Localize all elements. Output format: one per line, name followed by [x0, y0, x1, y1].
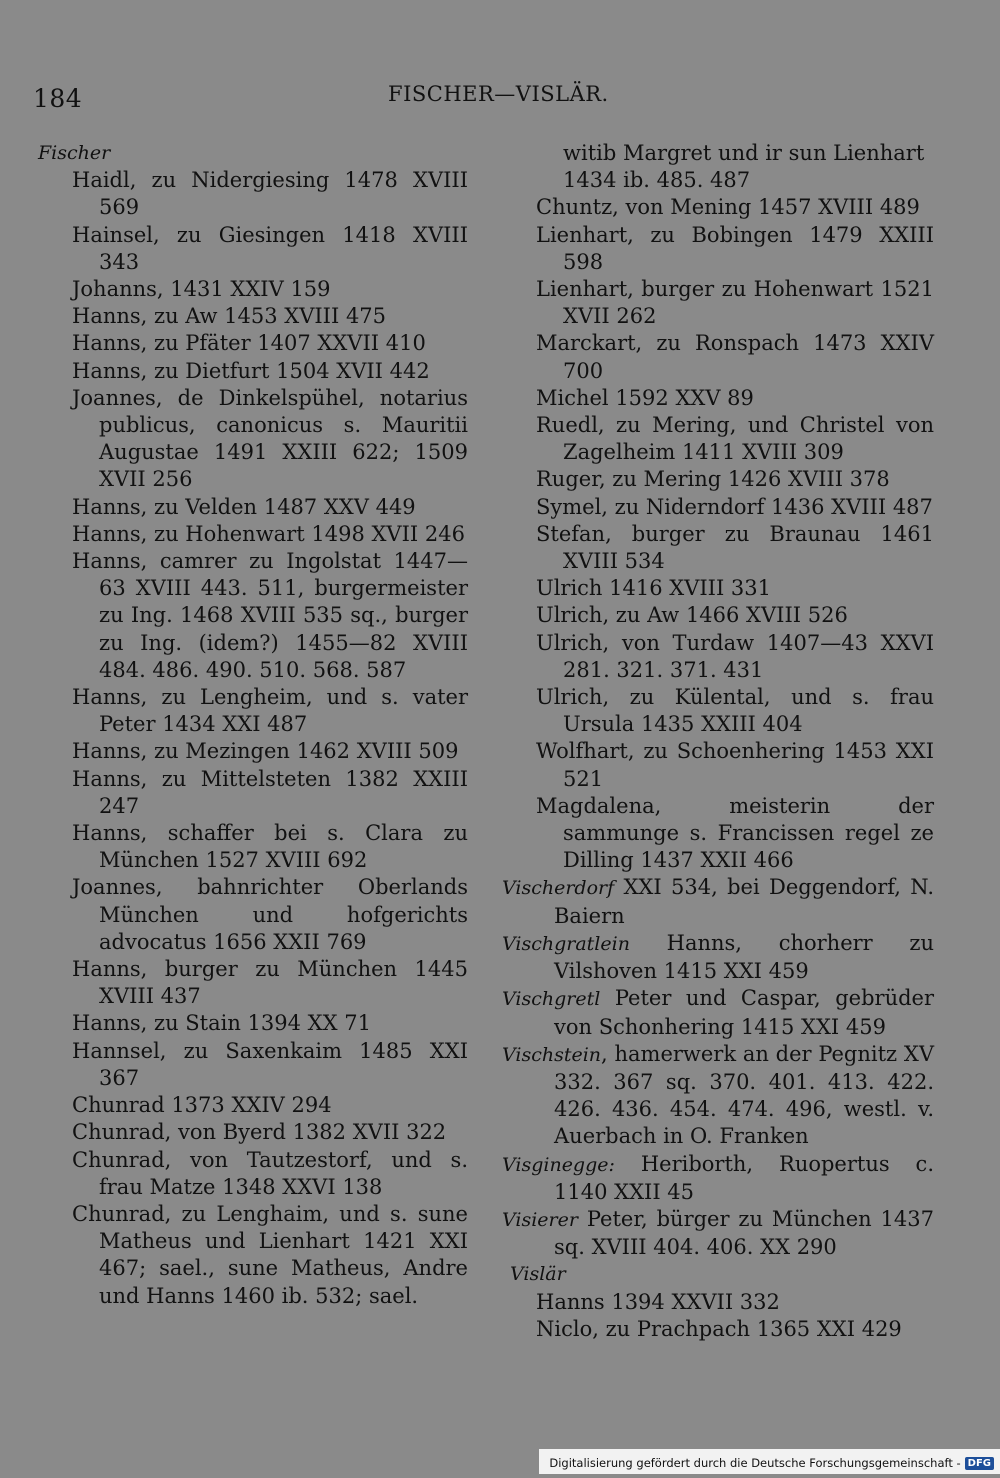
index-entry: Chuntz, von Mening 1457 XVIII 489 — [536, 195, 920, 220]
index-entry: Ulrich, von Turdaw 1407—43 XXVI 281. 321. 371. 431 — [536, 630, 934, 682]
running-head: FISCHER—VISLÄR. — [388, 82, 609, 106]
index-entry: Ruger, zu Mering 1426 XVIII 378 — [536, 467, 890, 492]
index-entry: Stefan, burger zu Braunau 1461 XVIII 534 — [536, 521, 934, 574]
index-entry: Chunrad, zu Lenghaim, und s. sune Matheus und Lienhart 1421 XXI 467; sael., sune Matheus, Andre und Hanns 1460 ib. 532; sael. — [72, 1201, 468, 1308]
index-entry: Magdalena, meisterin der sammunge s. Francissen regel ze Dilling 1437 XXII 466 — [536, 793, 934, 873]
index-entry: Hanns, zu Dietfurt 1504 XVII 442 — [72, 358, 430, 383]
headword: Vischerdorf — [502, 877, 615, 900]
index-entry: Marckart, zu Ronspach 1473 XXIV 700 — [536, 331, 934, 383]
headword-text: Hanns, chorherr zu Vilshoven 1415 XXI 459 — [554, 930, 934, 984]
headword: Vischgretl — [502, 988, 601, 1011]
index-headword-entry — [502, 985, 934, 1040]
index-entry: Michel 1592 XXV 89 — [536, 385, 754, 410]
headword-text: , hamerwerk an der Pegnitz XV 332. 367 sq. 370. 401. 413. 422. 426. 436. 454. 474. 496, westl. v. Auerbach in O. Franken — [554, 1041, 934, 1149]
index-entry: Ulrich 1416 XVIII 331 — [536, 576, 772, 601]
dfg-logo-icon: DFG — [965, 1457, 994, 1470]
left-entry-list — [38, 167, 468, 1310]
continuation-text: witib Margret und ir sun Lienhart 1434 ib. 485. 487 — [563, 141, 925, 193]
index-entry: Hannsel, zu Saxenkaim 1485 XXI 367 — [72, 1038, 468, 1090]
headword: Vischstein — [502, 1043, 602, 1066]
right-entry-list — [502, 194, 934, 874]
toplevel-entry-list — [502, 874, 934, 1261]
index-entry: Chunrad, von Byerd 1382 XVII 322 — [72, 1120, 447, 1145]
headword: Vischgratlein — [502, 932, 630, 955]
entry-heading-vislar: Vislär — [510, 1263, 566, 1286]
left-column — [38, 140, 468, 1310]
index-entry: Hanns 1394 XXVII 332 — [536, 1289, 780, 1314]
index-entry: Ulrich, zu Aw 1466 XVIII 526 — [536, 603, 848, 628]
index-headword-entry — [502, 930, 934, 985]
index-entry: Hanns, zu Pfäter 1407 XXVII 410 — [72, 331, 426, 356]
index-entry: Hanns, zu Stain 1394 XX 71 — [72, 1011, 371, 1036]
index-entry: Ulrich, zu Külental, und s. frau Ursula 1435 XXIII 404 — [536, 685, 934, 737]
footer-text: Digitalisierung gefördert durch die Deutsche Forschungsgemeinschaft - — [549, 1456, 961, 1470]
index-entry: Lienhart, zu Bobingen 1479 XXIII 598 — [536, 222, 934, 274]
index-entry: Hanns, zu Aw 1453 XVIII 475 — [72, 304, 387, 329]
footer-credit — [539, 1449, 1000, 1474]
entry-heading-fischer: Fischer — [38, 142, 111, 164]
index-entry: Niclo, zu Prachpach 1365 XXI 429 — [536, 1316, 902, 1341]
index-entry: Wolfhart, zu Schoenhering 1453 XXI 521 — [536, 739, 934, 791]
headword-text: Heriborth, Ruopertus c. 1140 XXII 45 — [554, 1151, 934, 1204]
index-entry: Hanns, schaffer bei s. Clara zu München 1527 XVIII 692 — [72, 821, 468, 873]
headword-text: XXI 534, bei Deggendorf, N. Baiern — [554, 875, 934, 928]
index-entry: Joannes, de Dinkelspühel, notarius publicus, canonicus s. Mauritii Augustae 1491 XXIII 622; 1509 XVII 256 — [72, 385, 468, 492]
index-entry: Chunrad 1373 XXIV 294 — [72, 1093, 332, 1118]
headword: Visierer — [502, 1208, 578, 1231]
index-entry: Ruedl, zu Mering, und Christel von Zagelheim 1411 XVIII 309 — [536, 413, 934, 465]
headword-text: Peter und Caspar, gebrüder von Schonhering 1415 XXI 459 — [554, 986, 934, 1039]
index-headword-entry — [502, 1206, 934, 1261]
index-headword-entry — [502, 1151, 934, 1206]
index-headword-entry — [502, 1041, 934, 1151]
index-entry: Hanns, camrer zu Ingolstat 1447—63 XVIII 443. 511, burgermeister zu Ing. 1468 XVIII 535 sq., burger zu Ing. (idem?) 1455—82 XVIII 484. 486. 490. 510. 568. 587 — [72, 549, 468, 682]
index-entry: Chunrad, von Tautzestorf, und s. frau Matze 1348 XXVI 138 — [72, 1147, 468, 1199]
index-headword-entry — [502, 874, 934, 929]
index-entry: Hanns, burger zu München 1445 XVIII 437 — [72, 957, 468, 1009]
headword-text: Peter, bürger zu München 1437 sq. XVIII 404. 406. XX 290 — [554, 1206, 934, 1260]
index-entry: Hanns, zu Mittelsteten 1382 XXIII 247 — [72, 766, 468, 818]
index-entry: Hanns, zu Hohenwart 1498 XVII 246 — [72, 521, 465, 546]
index-entry: Johanns, 1431 XXIV 159 — [72, 277, 331, 301]
index-entry: Haidl, zu Nidergiesing 1478 XVIII 569 — [72, 168, 468, 220]
index-entry: Symel, zu Niderndorf 1436 XVIII 487 — [536, 494, 933, 519]
vislar-entry-list — [502, 1289, 934, 1343]
right-column — [502, 140, 934, 1343]
index-entry: Lienhart, burger zu Hohenwart 1521 XVII 262 — [536, 277, 934, 329]
index-entry: Joannes, bahnrichter Oberlands München und hofgerichts advocatus 1656 XXII 769 — [72, 875, 468, 954]
index-entry: Hainsel, zu Giesingen 1418 XVIII 343 — [72, 222, 468, 274]
page-number: 184 — [33, 84, 83, 113]
index-entry: Hanns, zu Lengheim, und s. vater Peter 1434 XXI 487 — [72, 685, 468, 737]
index-entry: Hanns, zu Mezingen 1462 XVIII 509 — [72, 739, 459, 764]
index-entry: Hanns, zu Velden 1487 XXV 449 — [72, 494, 416, 519]
headword: Visginegge: — [502, 1153, 615, 1176]
